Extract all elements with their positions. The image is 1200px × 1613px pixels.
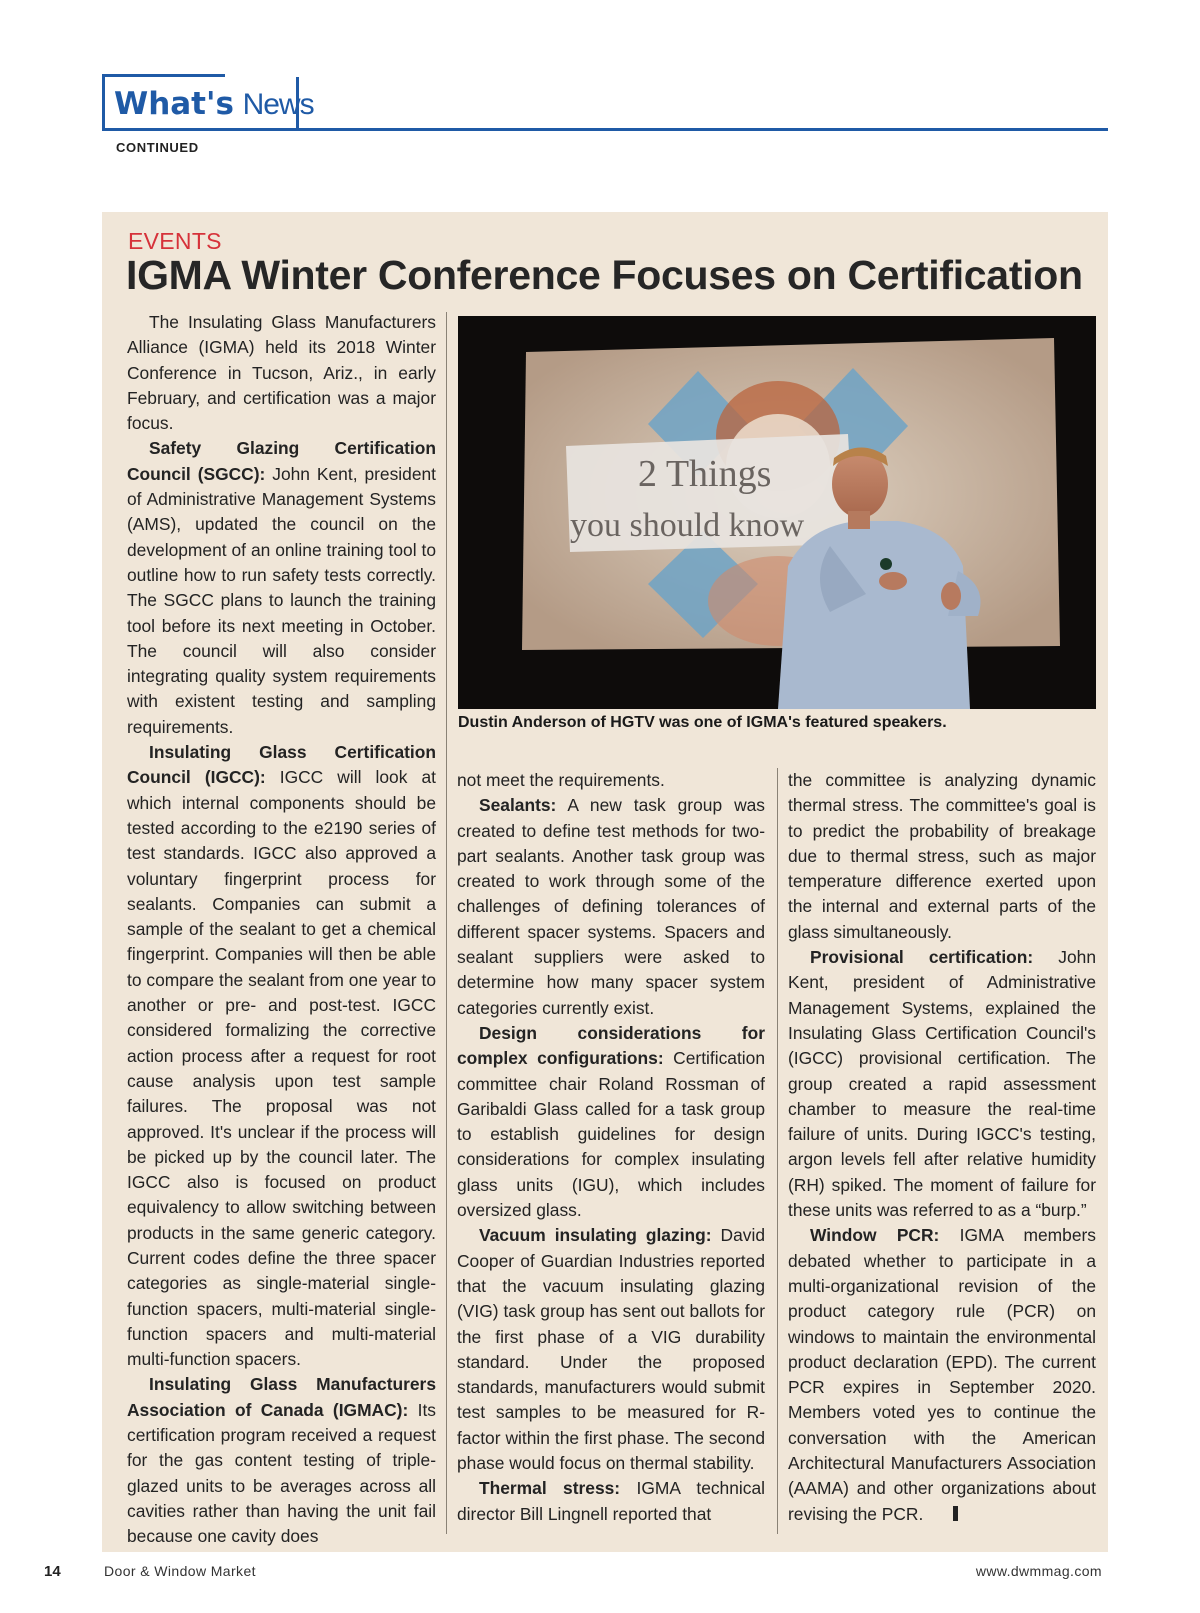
paragraph <box>457 1021 765 1223</box>
paragraph <box>788 1223 1096 1527</box>
page-footer <box>0 1563 1200 1587</box>
article-column-1 <box>127 310 436 1550</box>
paragraph-body: IGMA technical director Bill Lingnell reported that <box>457 1478 765 1524</box>
paragraph-lead: Provisional certification: <box>810 947 1034 968</box>
paragraph-body: John Kent, president of Administrative Management Systems (AMS), updated the council on the development of an online training tool to outline how to run safety tests correctly. The SGCC plans to launch the training tool before its next meeting in October. The council will also consider integrating quality system requirements with existent testing and sampling requirements. <box>127 463 436 737</box>
article-headline: IGMA Winter Conference Focuses on Certification <box>126 252 1083 298</box>
photo-caption: Dustin Anderson of HGTV was one of IGMA's featured speakers. <box>458 714 947 731</box>
paragraph <box>457 1223 765 1476</box>
section-title-light: News <box>242 88 314 121</box>
speaker-photo <box>458 316 1096 709</box>
paragraph <box>457 1476 765 1527</box>
article-panel <box>102 212 1108 1552</box>
paragraph-body: John Kent, president of Administrative Management Systems, explained the Insulating Glass Certification Council's (IGCC) provisional certification. The group created a rapid assessment chamber to measure the real-time failure of units. During IGCC's testing, argon levels fell after relative humidity (RH) spiked. The moment of failure for these units was referred to as a “burp.” <box>788 947 1096 1221</box>
paragraph: not meet the requirements. <box>457 770 665 790</box>
slide-text-line2: you should know <box>570 507 805 544</box>
masthead-rule <box>102 128 1108 131</box>
page-number: 14 <box>44 1563 61 1580</box>
paragraph-lead: Design considerations for complex configurations: <box>457 1022 765 1069</box>
paragraph-lead: Insulating Glass Certification Council (IGCC): <box>127 742 436 788</box>
paragraph <box>127 1372 436 1549</box>
paragraph: the committee is analyzing dynamic thermal stress. The committee's goal is to predict the probability of breakage due to thermal stress, such as major temperature difference exerted upon the internal and external parts of the glass simultaneously. <box>788 770 1096 942</box>
paragraph-lead: Sealants: <box>479 795 557 816</box>
end-of-article-mark <box>953 1506 958 1521</box>
article-column-3 <box>788 768 1096 1527</box>
publication-name: Door & Window Market <box>104 1563 256 1579</box>
paragraph-lead: Window PCR: <box>810 1225 940 1246</box>
paragraph-lead: Safety Glazing Certification Council (SGCC): <box>127 438 436 484</box>
paragraph-lead: Vacuum insulating glazing: <box>479 1225 712 1246</box>
publication-url[interactable]: www.dwmmag.com <box>975 1563 1102 1579</box>
paragraph <box>457 793 765 1021</box>
section-masthead <box>102 74 1108 162</box>
paragraph-body: David Cooper of Guardian Industries reported that the vacuum insulating glazing (VIG) task group has sent out ballots for the first phase of a VIG durability standard. Under the proposed standards, manufacturers would submit test samples to be measured for R-factor within the first phase. The second phase would focus on thermal stability. <box>457 1225 766 1474</box>
paragraph-body: Certification committee chair Roland Rossman of Garibaldi Glass called for a task group to establish guidelines for design considerations for complex insulating glass units (IGU), which includes oversized glass. <box>457 1048 766 1221</box>
continued-label: CONTINUED <box>116 140 199 155</box>
section-title-bold: What's <box>114 86 234 122</box>
paragraph <box>127 740 436 1372</box>
paragraph-body: IGMA members debated whether to participate in a multi-organizational revision of the product category rule (PCR) on windows to maintain the environmental product declaration (EPD). The current PCR expires in September 2020. Members voted yes to continue the conversation with the American Architectural Manufacturers Association (AAMA) and other organizations about revising the PCR. <box>788 1225 1096 1524</box>
paragraph <box>788 945 1096 1223</box>
paragraph-lead: Thermal stress: <box>479 1478 621 1499</box>
column-divider <box>446 312 447 1534</box>
section-title <box>114 88 314 120</box>
article-column-2 <box>457 768 765 1527</box>
paragraph: The Insulating Glass Manufacturers Alliance (IGMA) held its 2018 Winter Conference in Tucson, Ariz., in early February, and certification was a major focus. <box>127 312 436 434</box>
article-kicker: EVENTS <box>128 228 222 254</box>
paragraph-body: A new task group was created to define test methods for two-part sealants. Another task group was created to work through some of the challenges of defining tolerances of different spacer systems. Spacers and sealant suppliers were asked to determine how many spacer system categories currently exist. <box>457 795 765 1018</box>
column-divider <box>777 768 778 1534</box>
paragraph-body: Its certification program received a request for the gas content testing of triple-glazed units to be averages across all cavities rather than having the unit fail because one cavity does <box>127 1399 436 1547</box>
paragraph-body: IGCC will look at which internal components should be tested according to the e2190 series of test standards. IGCC also approved a voluntary fingerprint process for sealants. Companies can submit a sample of the sealant to get a chemical fingerprint. Companies will then be able to compare the sealant from one year to another or pre- and post-test. IGCC considered formalizing the corrective action process after a request for root cause analysis upon test sample failures. The proposal was not approved. It's unclear if the process will be picked up by the council later. The IGCC also is focused on product equivalency to allow switching between products in the same generic category. Current codes define the three spacer categories as single-material single-function spacers, multi-material single-function spacers and multi-material multi-function spacers. <box>127 767 436 1370</box>
slide-text-line1: 2 Things <box>638 453 772 495</box>
paragraph <box>127 436 436 740</box>
paragraph-lead: Insulating Glass Manufacturers Association of Canada (IGMAC): <box>127 1374 436 1420</box>
